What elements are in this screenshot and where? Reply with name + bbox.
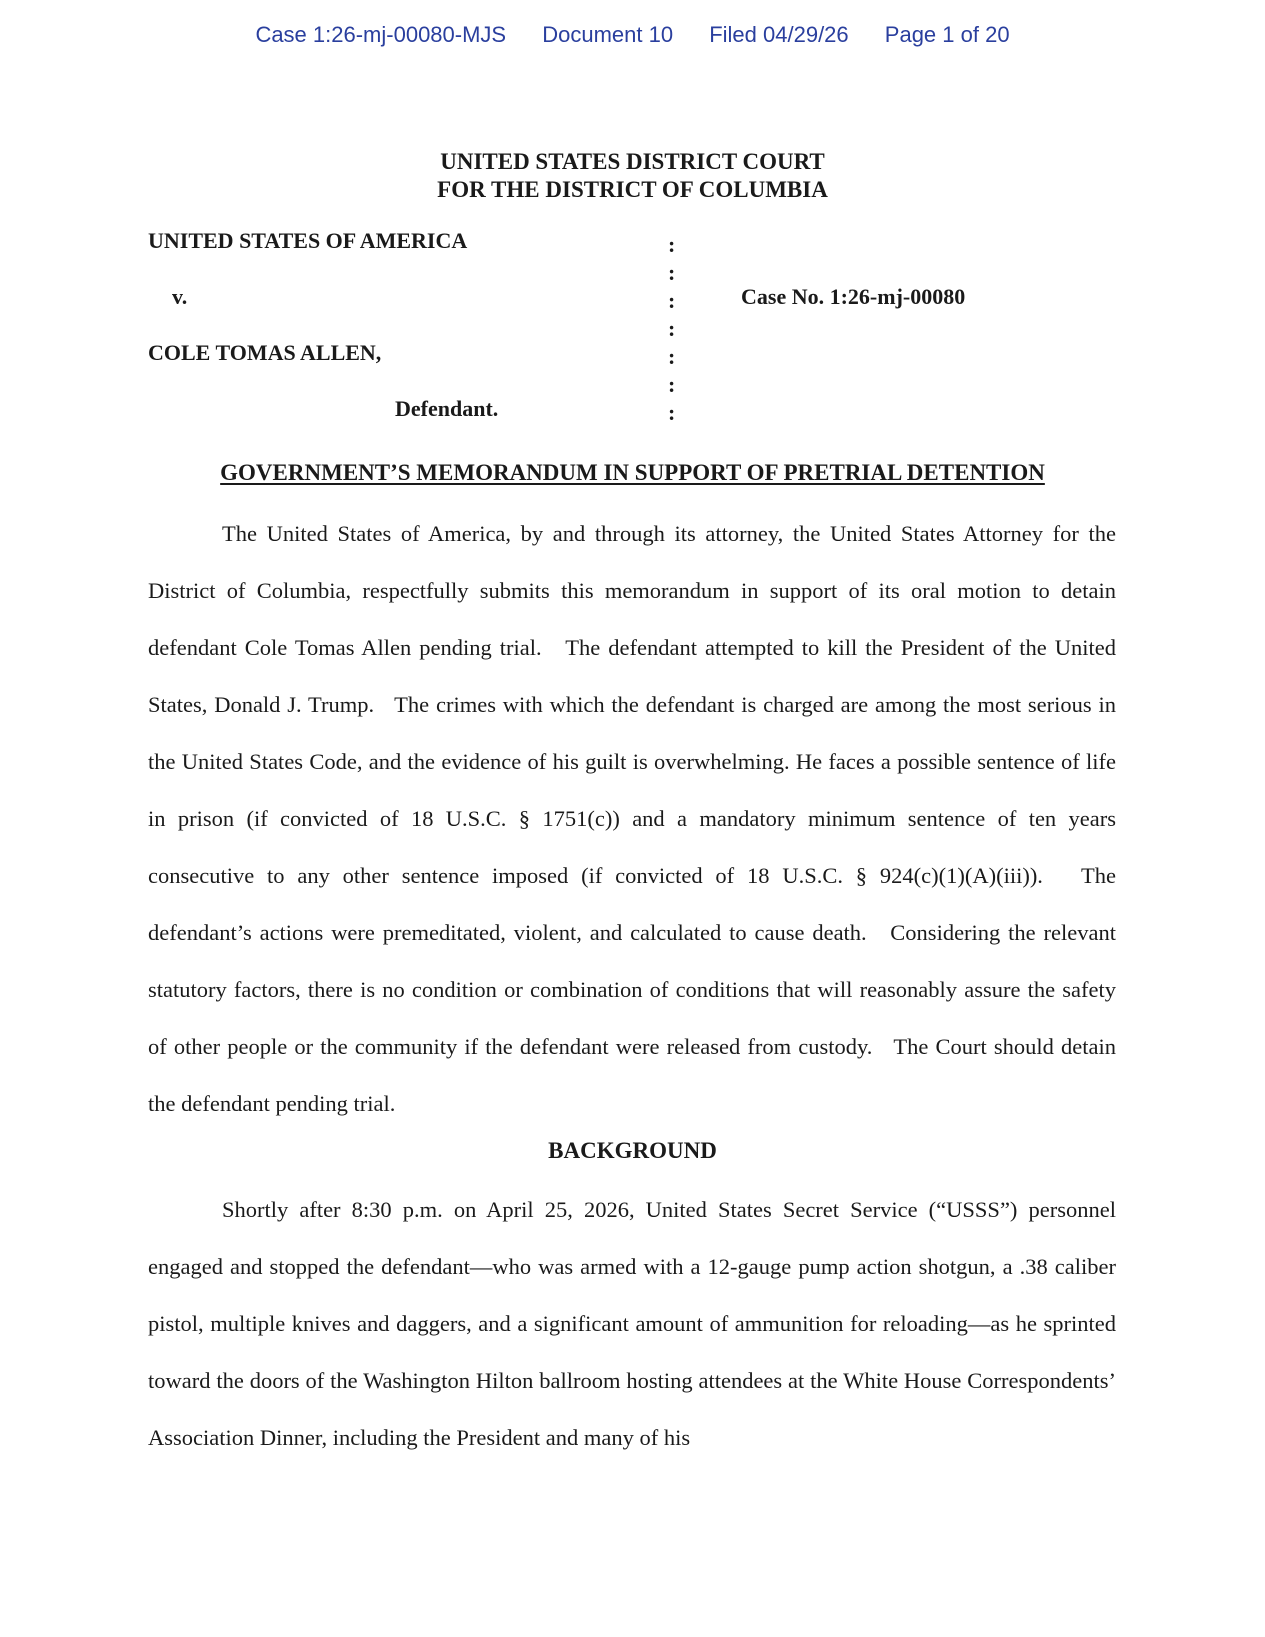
caption-colon: :: [668, 344, 676, 369]
case-caption: [0, 0, 1265, 440]
caption-colon: :: [668, 260, 676, 285]
page-number-stamp: Page 1 of 20: [884, 22, 1010, 47]
caption-colon: :: [668, 232, 676, 257]
case-number-caption: Case No. 1:26-mj-00080: [741, 284, 966, 309]
caption-colon: :: [668, 372, 676, 397]
court-name-line-1: UNITED STATES DISTRICT COURT: [440, 149, 825, 174]
court-name-line-2: FOR THE DISTRICT OF COLUMBIA: [437, 177, 828, 202]
document-number-stamp: Document 10: [542, 22, 674, 47]
case-number-stamp: Case 1:26-mj-00080-MJS: [255, 22, 507, 47]
caption-colon: :: [668, 316, 676, 341]
versus-label: v.: [172, 284, 188, 309]
defendant-name: COLE TOMAS ALLEN,: [148, 340, 382, 365]
plaintiff-name: UNITED STATES OF AMERICA: [148, 228, 468, 253]
background-paragraph: Shortly after 8:30 p.m. on April 25, 2026, United States Secret Service (“USSS”) personnel engaged and stopped the defendant—who was armed with a 12-gauge pump action shotgun, a .38 caliber pistol, multiple knives and daggers, and a significant amount of ammunition for reloading—as he sprinted toward the doors of the Washington Hilton ballroom hosting attendees at the White House Correspondents’ Association Dinner, including the President and many of his: [148, 1197, 1116, 1450]
document-title: GOVERNMENT’S MEMORANDUM IN SUPPORT OF PRETRIAL DETENTION: [220, 460, 1045, 485]
caption-colon: :: [668, 400, 676, 425]
defendant-label: Defendant.: [395, 396, 499, 421]
background-heading: BACKGROUND: [548, 1138, 717, 1163]
filed-date-stamp: Filed 04/29/26: [709, 22, 849, 47]
intro-paragraph: The United States of America, by and through its attorney, the United States Attorney for the District of Columbia, respectfully submits this memorandum in support of its oral motion to detain defendant Cole Tomas Allen pending trial. The defendant attempted to kill the President of the United States, Donald J. Trump. The crimes with which the defendant is charged are among the most serious in the United States Code, and the evidence of his guilt is overwhelming. He faces a possible sentence of life in prison (if convicted of 18 U.S.C. § 1751(c)) and a mandatory minimum sentence of ten years consecutive to any other sentence imposed (if convicted of 18 U.S.C. § 924(c)(1)(A)(iii)). The defendant’s actions were premeditated, violent, and calculated to cause death. Considering the relevant statutory factors, there is no condition or combination of conditions that will reasonably assure the safety of other people or the community if the defendant were released from custody. The Court should detain the defendant pending trial.: [148, 521, 1116, 1116]
caption-colon: :: [668, 288, 676, 313]
